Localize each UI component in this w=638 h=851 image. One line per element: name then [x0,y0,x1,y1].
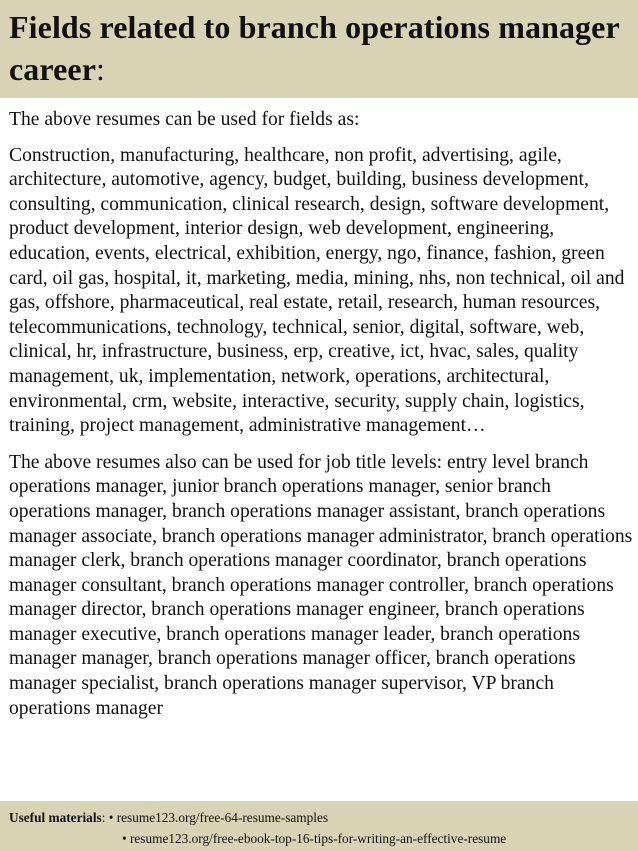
useful-materials-label: Useful materials [9,810,102,825]
footer-link-ebook[interactable]: • resume123.org/free-ebook-top-16-tips-for-writing-an-effective-resume [122,831,507,846]
body-content [9,108,633,800]
job-levels-paragraph: The above resumes also can be used for job title levels: entry level branch operations manager, junior branch operations manager, senior branch operations manager, branch operations manager assistant, branch operations manager associate, branch operations manager administrator, branch operations manager clerk, branch operations manager coordinator, branch operations manager consultant, branch operations manager controller, branch operations manager director, branch operations manager engineer, branch operations manager executive, branch operations manager leader, branch operations manager manager, branch operations manager officer, branch operations manager specialist, branch operations manager supervisor, VP branch operations manager [9,451,633,719]
fields-intro: The above resumes can be used for fields as: [9,109,360,130]
page-title [9,6,630,90]
page-title-colon: : [96,51,106,87]
footer-line-2 [9,828,638,849]
footer-band [0,801,638,851]
footer-line-1 [9,807,638,828]
footer-link-resume-samples[interactable]: • resume123.org/free-64-resume-samples [105,810,329,825]
title-band [0,0,638,98]
page-title-text: Fields related to branch operations manager career [9,9,620,87]
useful-materials-colon: : [101,810,106,825]
fields-list: Construction, manufacturing, healthcare, non profit, advertising, agile, architecture, automotive, agency, budget, building, business development, consulting, communication, clinical research, design, software development, product development, interior design, web development, engineering, education, events, electrical, exhibition, energy, ngo, finance, fashion, green card, oil gas, hospital, it, marketing, media, mining, nhs, non technical, oil and gas, offshore, pharmaceutical, real estate, retail, research, human resources, telecommunications, technology, technical, senior, digital, software, web, clinical, hr, infrastructure, business, erp, creative, ict, hvac, sales, quality management, uk, implementation, network, operations, architectural, environmental, crm, website, interactive, security, supply chain, logistics, training, project management, administrative management… [9,144,625,437]
